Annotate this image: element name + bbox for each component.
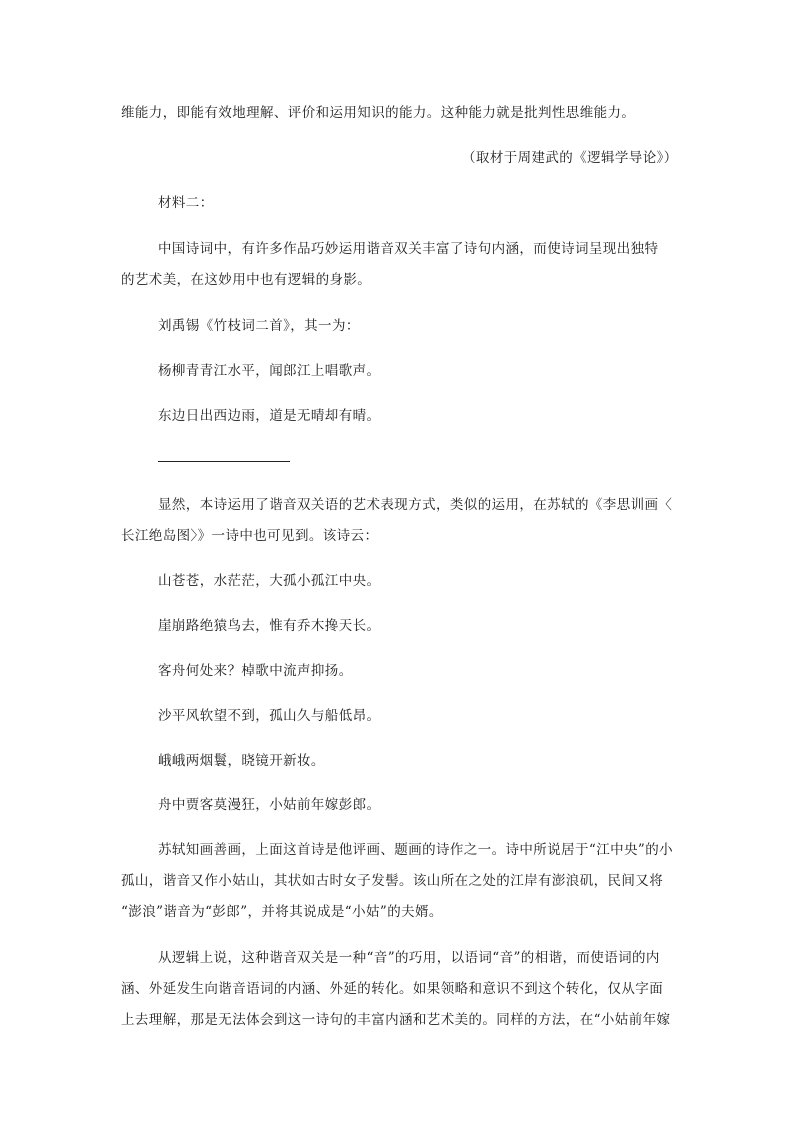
paragraph-line: 孤山，谐音又作小姑山，其状如古时女子发髻。该山所在之处的江岸有澎浪矶，民间又将	[121, 873, 664, 889]
poem-line: 崖崩路绝猿鸟去，惟有乔木搀天长。	[158, 618, 381, 634]
blank-underline	[158, 461, 290, 462]
poem-line: 客舟何处来？棹歌中流声抑扬。	[158, 663, 353, 679]
source-citation: （取材于周建武的《逻辑学导论》）	[462, 150, 678, 166]
paragraph-line: “澎浪”谐音为“彭郎”，并将其说成是“小姑”的夫婿。	[121, 904, 443, 920]
poem-line: 峨峨两烟鬟，晓镜开新妆。	[158, 753, 325, 769]
section-heading: 材料二：	[158, 195, 214, 211]
paragraph-line: 的艺术美，在这妙用中也有逻辑的身影。	[121, 272, 372, 288]
poem-line: 沙平风软望不到，孤山久与船低昂。	[158, 708, 381, 724]
poem-line: 东边日出西边雨，道是无晴却有晴。	[158, 408, 381, 424]
poem-line: 舟中贾客莫漫狂，小姑前年嫁彭郎。	[158, 797, 381, 813]
paragraph-line: 显然，本诗运用了谐音双关语的艺术表现方式，类似的运用，在苏轼的《李思训画〈	[158, 497, 673, 513]
paragraph-line: 从逻辑上说，这种谐音双关是一种“音”的巧用，以语词“音”的相谐，而使语词的内	[158, 950, 660, 966]
poem-line: 杨柳青青江水平，闻郎江上唱歌声。	[158, 363, 381, 379]
paragraph-line: 涵、外延发生向谐音语词的内涵、外延的转化。如果领略和意识不到这个转化，仅从字面	[121, 981, 664, 997]
paragraph-line: 长江绝岛图〉》一诗中也可见到。该诗云：	[121, 528, 379, 544]
paragraph-line: 维能力，即能有效地理解、评价和运用知识的能力。这种能力就是批判性思维能力。	[121, 105, 636, 121]
paragraph-line: 中国诗词中，有许多作品巧妙运用谐音双关丰富了诗句内涵，而使诗词呈现出独特	[158, 241, 659, 257]
paragraph-line: 苏轼知画善画，上面这首诗是他评画、题画的诗作之一。诗中所说居于“江中央”的小	[158, 842, 674, 858]
paragraph-line: 刘禹锡《竹枝词二首》，其一为：	[158, 318, 360, 334]
poem-line: 山苍苍，水茫茫，大孤小孤江中央。	[158, 573, 381, 589]
paragraph-line: 上去理解，那是无法体会到这一诗句的丰富内涵和艺术美的。同样的方法，在“小姑前年嫁	[121, 1012, 671, 1028]
